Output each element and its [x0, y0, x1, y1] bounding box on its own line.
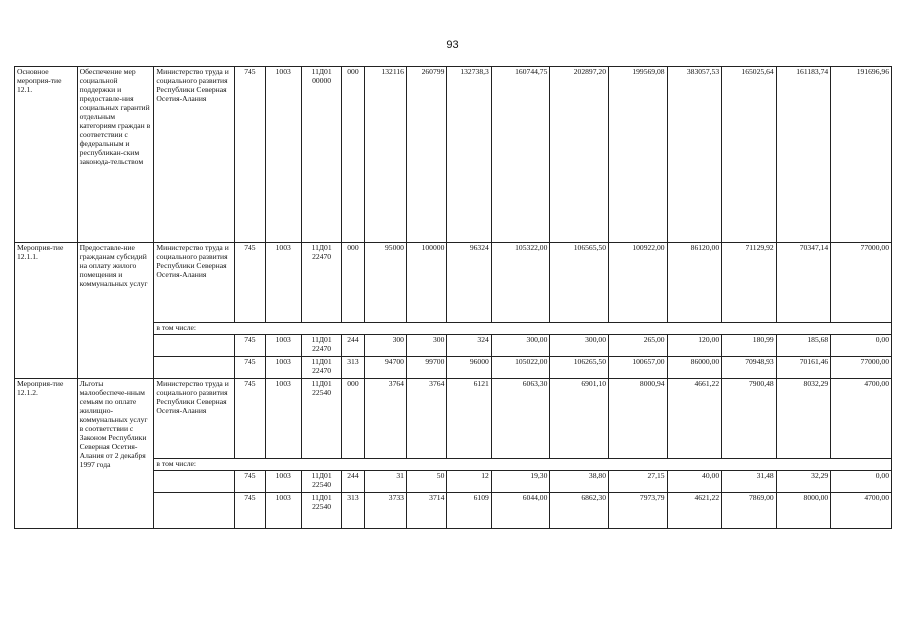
csr-code: 11Д01 22470 [301, 357, 341, 379]
rz-code: 1003 [265, 67, 301, 243]
grbs-code: 745 [235, 335, 265, 357]
csr-code: 11Д01 22470 [301, 243, 341, 323]
budget-table [14, 66, 892, 529]
value-cell: 70347,14 [776, 243, 831, 323]
value-cell: 100922,00 [609, 243, 668, 323]
value-cell: 50 [406, 471, 446, 493]
value-cell: 199569,08 [609, 67, 668, 243]
table-row [15, 67, 892, 243]
event-name: Предоставле-ние гражданам субсидий на оплату жилого помещения и коммунальных услуг [77, 243, 154, 379]
value-cell: 96000 [447, 357, 491, 379]
value-cell: 105322,00 [491, 243, 550, 323]
executor: Министерство труда и социального развития Республики Северная Осетия-Алания [154, 243, 235, 323]
including-label: в том числе: [154, 323, 892, 335]
empty-cell [154, 357, 235, 379]
grbs-code: 745 [235, 67, 265, 243]
value-cell: 185,68 [776, 335, 831, 357]
value-cell: 70161,46 [776, 357, 831, 379]
value-cell: 19,30 [491, 471, 550, 493]
rz-code: 1003 [265, 357, 301, 379]
value-cell: 300,00 [550, 335, 609, 357]
value-cell: 86120,00 [667, 243, 722, 323]
value-cell: 32,29 [776, 471, 831, 493]
rz-code: 1003 [265, 335, 301, 357]
value-cell: 100657,00 [609, 357, 668, 379]
value-cell: 99700 [406, 357, 446, 379]
grbs-code: 745 [235, 379, 265, 459]
value-cell: 86000,00 [667, 357, 722, 379]
value-cell: 106265,50 [550, 357, 609, 379]
value-cell: 191696,96 [831, 67, 892, 243]
value-cell: 161183,74 [776, 67, 831, 243]
grbs-code: 745 [235, 357, 265, 379]
value-cell: 40,00 [667, 471, 722, 493]
value-cell: 265,00 [609, 335, 668, 357]
value-cell: 165025,64 [722, 67, 777, 243]
value-cell: 6121 [447, 379, 491, 459]
vr-code: 313 [342, 493, 364, 529]
grbs-code: 745 [235, 493, 265, 529]
value-cell: 160744,75 [491, 67, 550, 243]
rz-code: 1003 [265, 471, 301, 493]
value-cell: 6862,30 [550, 493, 609, 529]
empty-cell [154, 471, 235, 493]
value-cell: 77000,00 [831, 243, 892, 323]
csr-code: 11Д01 22540 [301, 471, 341, 493]
value-cell: 100000 [406, 243, 446, 323]
executor: Министерство труда и социального развития Республики Северная Осетия-Алания [154, 67, 235, 243]
value-cell: 6109 [447, 493, 491, 529]
grbs-code: 745 [235, 471, 265, 493]
csr-code: 11Д01 22470 [301, 335, 341, 357]
value-cell: 324 [447, 335, 491, 357]
value-cell: 7973,79 [609, 493, 668, 529]
event-name: Льготы малообеспече-нным семьям по оплате жилищно-коммунальных услуг в соответствии с Законом Республики Северная Осетия-Алания от 2 декабря 1997 года [77, 379, 154, 529]
value-cell: 71129,92 [722, 243, 777, 323]
event-name: Обеспечение мер социальной поддержки и предоставле-ния социальных гарантий отдельным категориям граждан в соответствии с федеральным и республикан-ским законода-тельством [77, 67, 154, 243]
value-cell: 94700 [364, 357, 406, 379]
value-cell: 202897,20 [550, 67, 609, 243]
including-label: в том числе: [154, 459, 892, 471]
empty-cell [154, 335, 235, 357]
grbs-code: 745 [235, 243, 265, 323]
value-cell: 120,00 [667, 335, 722, 357]
value-cell: 31,48 [722, 471, 777, 493]
rz-code: 1003 [265, 493, 301, 529]
value-cell: 4661,22 [667, 379, 722, 459]
value-cell: 300 [406, 335, 446, 357]
value-cell: 300 [364, 335, 406, 357]
value-cell: 3764 [364, 379, 406, 459]
vr-code: 244 [342, 471, 364, 493]
value-cell: 8000,00 [776, 493, 831, 529]
value-cell: 0,00 [831, 471, 892, 493]
value-cell: 77000,00 [831, 357, 892, 379]
value-cell: 105022,00 [491, 357, 550, 379]
csr-code: 11Д01 00000 [301, 67, 341, 243]
event-code: Основное мероприя-тие 12.1. [15, 67, 78, 243]
value-cell: 132116 [364, 67, 406, 243]
table-row [15, 243, 892, 323]
value-cell: 300,00 [491, 335, 550, 357]
value-cell: 3733 [364, 493, 406, 529]
csr-code: 11Д01 22540 [301, 379, 341, 459]
value-cell: 4700,00 [831, 493, 892, 529]
value-cell: 180,99 [722, 335, 777, 357]
value-cell: 260799 [406, 67, 446, 243]
event-code: Мероприя-тие 12.1.1. [15, 243, 78, 379]
table-row [15, 379, 892, 459]
vr-code: 000 [342, 243, 364, 323]
csr-code: 11Д01 22540 [301, 493, 341, 529]
executor: Министерство труда и социального развития Республики Северная Осетия-Алания [154, 379, 235, 459]
value-cell: 6901,10 [550, 379, 609, 459]
vr-code: 000 [342, 379, 364, 459]
value-cell: 96324 [447, 243, 491, 323]
value-cell: 95000 [364, 243, 406, 323]
vr-code: 313 [342, 357, 364, 379]
value-cell: 12 [447, 471, 491, 493]
value-cell: 27,15 [609, 471, 668, 493]
value-cell: 4621,22 [667, 493, 722, 529]
value-cell: 383057,53 [667, 67, 722, 243]
value-cell: 8032,29 [776, 379, 831, 459]
value-cell: 7869,00 [722, 493, 777, 529]
page-number: 93 [446, 39, 459, 51]
value-cell: 3764 [406, 379, 446, 459]
value-cell: 132738,3 [447, 67, 491, 243]
empty-cell [154, 493, 235, 529]
value-cell: 31 [364, 471, 406, 493]
event-code: Мероприя-тие 12.1.2. [15, 379, 78, 529]
vr-code: 244 [342, 335, 364, 357]
value-cell: 6063,30 [491, 379, 550, 459]
value-cell: 38,80 [550, 471, 609, 493]
rz-code: 1003 [265, 243, 301, 323]
value-cell: 106565,50 [550, 243, 609, 323]
value-cell: 4700,00 [831, 379, 892, 459]
value-cell: 6044,00 [491, 493, 550, 529]
value-cell: 0,00 [831, 335, 892, 357]
value-cell: 70948,93 [722, 357, 777, 379]
rz-code: 1003 [265, 379, 301, 459]
value-cell: 7900,48 [722, 379, 777, 459]
value-cell: 3714 [406, 493, 446, 529]
value-cell: 8000,94 [609, 379, 668, 459]
vr-code: 000 [342, 67, 364, 243]
